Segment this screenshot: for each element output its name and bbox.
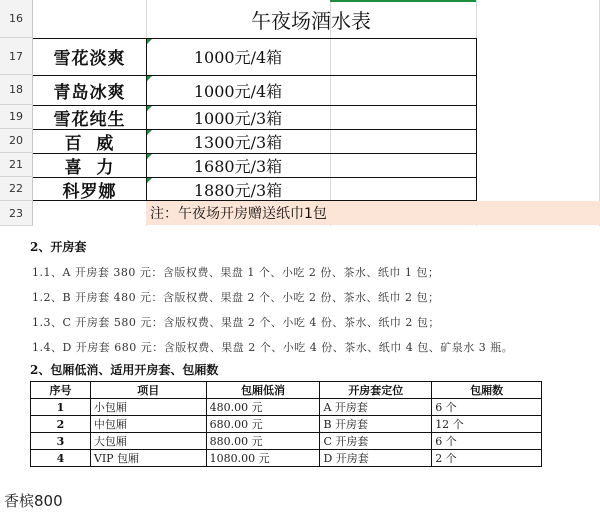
package-item: 1.3、C 开房套 580 元：含版权费、果盘 2 个、小吃 4 份、茶水、纸巾 2 包；: [32, 316, 440, 329]
section-heading-packages: 2、开房套: [30, 240, 87, 254]
cell-index: 1: [31, 399, 91, 416]
drink-price-cell[interactable]: 1000元/4箱: [193, 48, 283, 67]
note-cell[interactable]: 注：午夜场开房赠送纸巾1包: [150, 206, 327, 222]
table-row: [31, 416, 542, 433]
cell-package: C 开房套: [320, 433, 432, 450]
cell-count: 12 个: [432, 416, 542, 433]
section-heading-rooms: 2、包厢低消、适用开房套、包厢数: [30, 363, 219, 377]
cell-min-spend: 880.00 元: [206, 433, 320, 450]
cell-index: 4: [31, 450, 91, 467]
drink-price-cell[interactable]: 1880元/3箱: [193, 180, 283, 200]
drink-price-cell[interactable]: 1000元/4箱: [193, 81, 283, 101]
drink-price-cell[interactable]: 1300元/3箱: [193, 132, 283, 152]
cell-count: 6 个: [432, 433, 542, 450]
col-header-index: 序号: [31, 382, 91, 399]
cell-package: B 开房套: [320, 416, 432, 433]
table-row: [31, 399, 542, 416]
table-border: [476, 38, 477, 201]
package-item: 1.4、D 开房套 680 元：含版权费、果盘 2 个、小吃 4 份、茶水、纸巾 4 包、矿泉水 3 瓶。: [32, 341, 514, 354]
drink-name-cell[interactable]: 百 威: [64, 133, 115, 154]
cell-count: 2 个: [432, 450, 542, 467]
col-header-item: 项目: [90, 382, 206, 399]
col-header-package: 开房套定位: [320, 382, 432, 399]
drink-price-cell[interactable]: 1000元/3箱: [193, 108, 283, 128]
cell-index: 3: [31, 433, 91, 450]
row-header-22[interactable]: 22: [0, 177, 33, 201]
cell-package: A 开房套: [320, 399, 432, 416]
drink-name-cell[interactable]: 喜 力: [64, 157, 115, 178]
drink-name-cell[interactable]: 青岛冰爽: [53, 82, 126, 103]
row-header-20[interactable]: 20: [0, 129, 33, 153]
col-header-count: 包厢数: [432, 382, 542, 399]
table-row: [31, 433, 542, 450]
row-header-19[interactable]: 19: [0, 105, 33, 129]
cell-item: 大包厢: [90, 433, 206, 450]
row-header-18[interactable]: 18: [0, 75, 33, 105]
table-header-row: [31, 382, 542, 399]
spreadsheet-area: [0, 0, 600, 226]
cell-count: 6 个: [432, 399, 542, 416]
cell-item: 小包厢: [90, 399, 206, 416]
cell-min-spend: 680.00 元: [206, 416, 320, 433]
col-header-min-spend: 包厢低消: [206, 382, 320, 399]
package-item: 1.2、B 开房套 480 元：含版权费、果盘 2 个、小吃 2 份、茶水、纸巾 2 包；: [32, 291, 440, 304]
cell-min-spend: 1080.00 元: [206, 450, 320, 467]
row-header-17[interactable]: 17: [0, 38, 33, 75]
cell-min-spend: 480.00 元: [206, 399, 320, 416]
row-header-21[interactable]: 21: [0, 153, 33, 177]
cell-item: VIP 包厢: [90, 450, 206, 467]
row-header-16[interactable]: 16: [0, 0, 33, 38]
sheet-title-cell[interactable]: 午夜场酒水表: [251, 8, 371, 33]
cell-item: 中包厢: [90, 416, 206, 433]
room-table: [30, 381, 542, 467]
drink-name-cell[interactable]: 雪花淡爽: [53, 49, 126, 69]
row-header-23[interactable]: 23: [0, 201, 33, 226]
table-row: [31, 450, 542, 467]
cell-package: D 开房套: [320, 450, 432, 467]
cell-index: 2: [31, 416, 91, 433]
drink-name-cell[interactable]: 雪花纯生: [53, 109, 126, 130]
footer-text: 香槟800: [4, 492, 63, 510]
drink-price-cell[interactable]: 1680元/3箱: [193, 156, 283, 176]
drink-name-cell[interactable]: 科罗娜: [62, 181, 117, 202]
package-item: 1.1、A 开房套 380 元：含版权费、果盘 1 个、小吃 2 份、茶水、纸巾 1 包；: [32, 266, 440, 279]
